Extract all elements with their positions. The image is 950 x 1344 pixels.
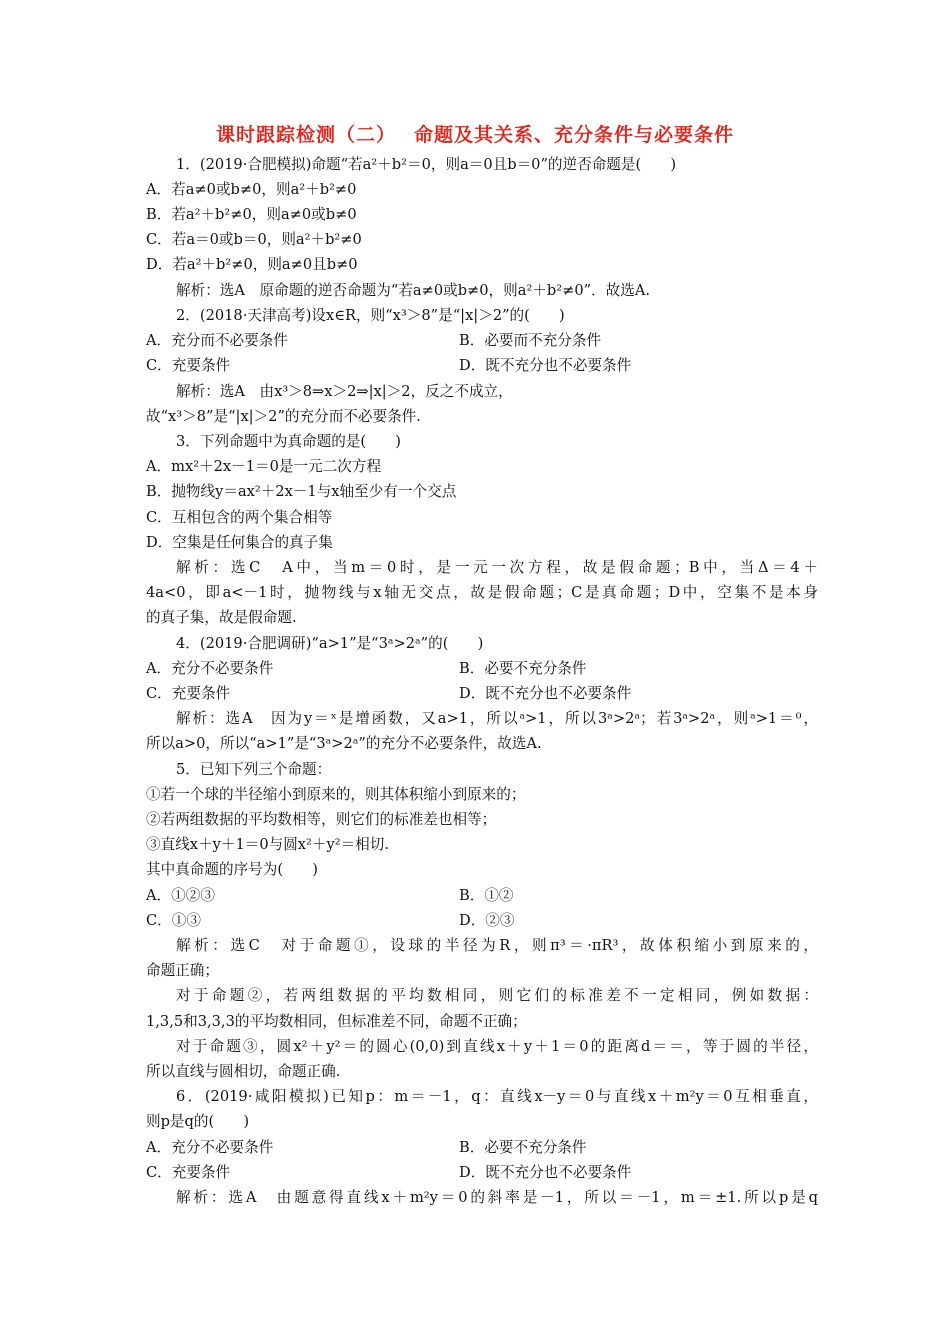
- question-5-stem: 5．已知下列三个命题：: [176, 761, 332, 778]
- option-line: D．既不充分也不必要条件: [459, 357, 632, 374]
- solution-line: 解析：选A 由题意得直线x＋m²y＝0的斜率是－1，所以＝－1，m＝±1.所以p是q: [176, 1189, 818, 1206]
- option-line: D．既不充分也不必要条件: [459, 685, 632, 702]
- solution-line: 故“x³＞8”是“|x|＞2”的充分而不必要条件.: [146, 408, 421, 425]
- option-line: C．充要条件: [146, 357, 231, 374]
- solution-line: 所以a>0，所以“a>1”是“3ᵃ>2ᵃ”的充分不必要条件，故选A.: [146, 735, 542, 752]
- statement-line: ①若一个球的半径缩小到原来的，则其体积缩小到原来的；: [146, 786, 526, 803]
- solution-line: 对于命题③，圆x²＋y²＝的圆心(0,0)到直线x＋y＋1＝0的距离d＝＝，等于圆的半径，: [176, 1038, 818, 1055]
- option-line: A．若a≠0或b≠0，则a²＋b²≠0: [146, 181, 357, 198]
- question-2-stem: 2．(2018·天津高考)设x∈R，则“x³＞8”是“|x|＞2”的( ): [176, 307, 565, 324]
- solution-line: 解析：选A 原命题的逆否命题为“若a≠0或b≠0，则a²＋b²≠0”．故选A.: [176, 282, 651, 299]
- option-line: A．①②③: [146, 887, 215, 904]
- option-line: C．互相包含的两个集合相等: [146, 509, 333, 526]
- option-line: C．若a＝0或b＝0，则a²＋b²≠0: [146, 231, 362, 248]
- option-line: A．充分而不必要条件: [146, 332, 288, 349]
- option-line: B．抛物线y＝ax²＋2x－1与x轴至少有一个交点: [146, 483, 457, 500]
- option-line: D．空集是任何集合的真子集: [146, 534, 333, 551]
- solution-line: 的真子集，故是假命题.: [146, 609, 297, 626]
- option-line: A．充分不必要条件: [146, 1139, 274, 1156]
- option-line: B．必要而不充分条件: [459, 332, 602, 349]
- statement-line: ③直线x＋y＋1＝0与圆x²＋y²＝相切.: [146, 836, 389, 853]
- question-line: 则p是q的( ): [146, 1113, 250, 1130]
- option-line: C．①③: [146, 912, 201, 929]
- solution-line: 解析：选A 由x³＞8⇒x＞2⇒|x|＞2，反之不成立，: [176, 383, 513, 400]
- option-line: B．①②: [459, 887, 514, 904]
- question-3-stem: 3．下列命题中为真命题的是( ): [176, 433, 401, 450]
- option-line: D．既不充分也不必要条件: [459, 1164, 632, 1181]
- statement-line: ②若两组数据的平均数相等，则它们的标准差也相等；: [146, 811, 497, 828]
- solution-line: 所以直线与圆相切，命题正确.: [146, 1063, 341, 1080]
- option-line: A．充分不必要条件: [146, 660, 274, 677]
- option-line: D．②③: [459, 912, 515, 929]
- question-line: 其中真命题的序号为( ): [146, 861, 318, 878]
- question-4-stem: 4．(2019·合肥调研)“a>1”是“3ᵃ>2ᵃ”的( ): [176, 635, 484, 652]
- option-line: B．必要不充分条件: [459, 660, 587, 677]
- solution-line: 解析：选A 因为y＝ˣ是增函数，又a>1，所以ᵃ>1，所以3ᵃ>2ᵃ；若3ᵃ>2ᵃ，则ᵃ>1＝⁰，: [176, 710, 818, 727]
- solution-line: 1,3,5和3,3,3的平均数相同，但标准差不同，命题不正确；: [146, 1013, 527, 1030]
- solution-line: 命题正确；: [146, 962, 219, 979]
- solution-line: 对于命题②，若两组数据的平均数相同，则它们的标准差不一定相同，例如数据：: [176, 987, 818, 1004]
- solution-line: 解析：选C A中，当m＝0时，是一元一次方程，故是假命题；B中，当Δ＝4＋: [176, 559, 818, 576]
- option-line: C．充要条件: [146, 685, 231, 702]
- option-line: C．充要条件: [146, 1164, 231, 1181]
- question-6-stem: 6．(2019·咸阳模拟)已知p：m＝－1，q：直线x－y＝0与直线x＋m²y＝0互相垂直，: [176, 1088, 818, 1105]
- option-line: A．mx²＋2x－1＝0是一元二次方程: [146, 458, 382, 475]
- solution-line: 4a<0，即a<－1时，抛物线与x轴无交点，故是假命题；C是真命题；D中，空集不是本身: [146, 584, 818, 601]
- option-line: D．若a²＋b²≠0，则a≠0且b≠0: [146, 256, 358, 273]
- question-1-stem: 1．(2019·合肥模拟)命题“若a²＋b²＝0，则a＝0且b＝0”的逆否命题是( ): [176, 156, 677, 173]
- page-title: 课时跟踪检测（二） 命题及其关系、充分条件与必要条件: [215, 124, 735, 146]
- option-line: B．必要不充分条件: [459, 1139, 587, 1156]
- option-line: B．若a²＋b²≠0，则a≠0或b≠0: [146, 206, 357, 223]
- solution-line: 解析：选C 对于命题①，设球的半径为R，则π³＝·πR³，故体积缩小到原来的，: [176, 937, 818, 954]
